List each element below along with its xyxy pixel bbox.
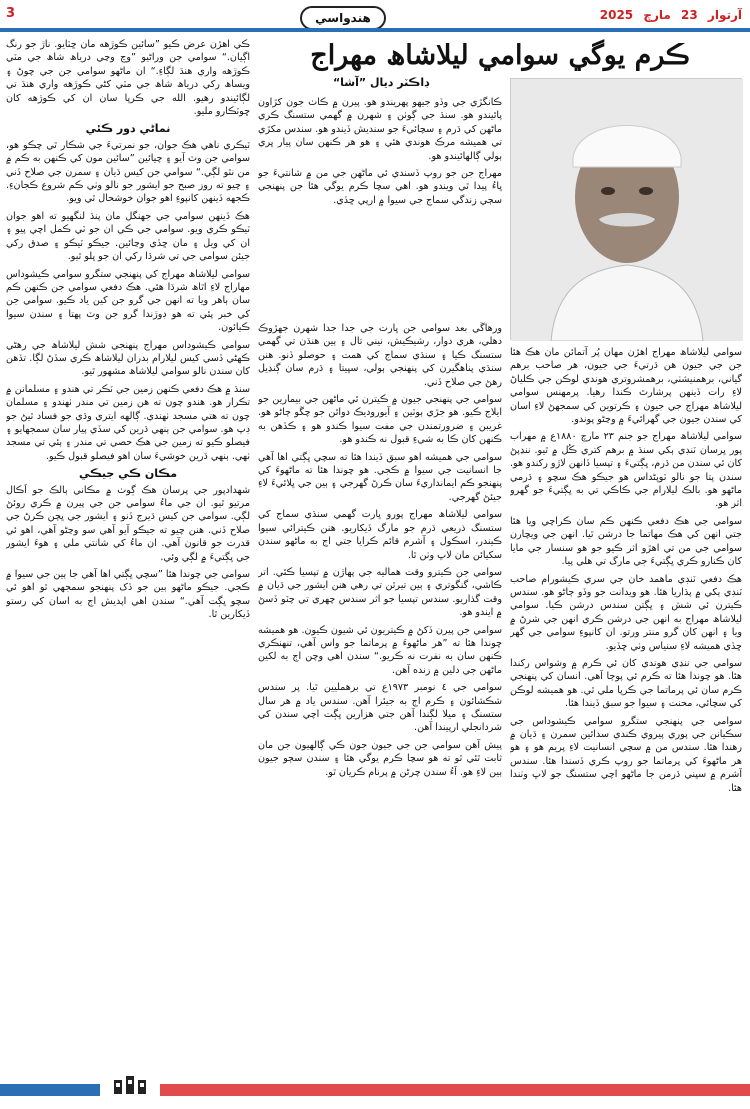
paragraph: ڪي اهڙن عرض ڪيو ”سائين ڪوڙهه مان ڇٽايو. ناڙ جو رنگ اڳيان.“ سوامي جن وراڻيو ”وڃ وڃي درياھ شاھ جي مٽي ڪوڙهه واري هنڌ لڳاءِ.“ ان ماڻهو سوامي جن جي چوڻ ۽ ويساھ رکي درياھ شاھ جي مٽي کڻي ڪوڙهه واري هنڌ تي لڳائيندو رهيو. الله جي ڪرپا سان ان کي ڪوڙهه کان ڇوٽڪارو مليو. <box>6 39 250 118</box>
paragraph: سنڌ ۾ هڪ دفعي ڪنهن زمين جي ٽڪر تي هندو ۽ مسلمانن ۾ تڪرار هو. هندو چون ته هن زمين تي مندر ٺهندو ۽ مسلمان چون ته هتي مسجد ٺهندي. ڳالهه ايتري وڌي جو فساد ٿيڻ جو ڊپ هو. سوامي جن ٻنهي ڌرين کي سڏي پيار سان سمجهايو ۽ فيصلو ڪيو ته زمين جي هڪ حصي تي مندر ۽ ٻئي تي مسجد ٺهي. ٻنهي ڌرين خوشيءَ سان اهو فيصلو قبول ڪيو. <box>6 383 250 462</box>
paragraph: پيش آهن سوامي جن جي جيون جون ڪي ڳالهيون جن مان ثابت ٿئي ٿو ته هو سچا ڪرم يوگي هئا ۽ سندن سڄو جيون ٻين لاءِ هو. آءُ سندن چرڻن ۾ پرنام ڪريان ٿو. <box>258 739 502 778</box>
footer-bar-blue <box>0 1084 100 1096</box>
paragraph: سوامي ڪيشوداس مهراج پنهنجي شش ليلاشاھ جي رهڻي ڪهڻي ڏسي کيس ليلارام بدران ليلاشاھ ڪري سڏڻ لڳا. تڏهن کان سندن نالو سوامي ليلاشاھ مشهور ٿيو. <box>6 339 250 378</box>
dateline-year: 2025 <box>599 8 634 22</box>
paragraph: شهدادپور جي پرسان هڪ ڳوٺ ۾ مڪاني ٻالڪ جو اَڪال مرتيو ٿيو. ان جي ماءُ سوامي جن جي پيرن ۾ ڪري روئڻ لڳي. سوامي جن کيس ڌيرج ڏنو ۽ ايشور جي ڀڄن ڪرڻ جي صلاح ڏني. هنن چيو ته جيڪو آيو آهي سو وڃڻو آهي، اهو ئي قدرت جو قانون آهي. ان ماءُ کي شانتي ملي ۽ هوءَ ايشور جي ڀڳتيءَ ۾ لڳي وئي. <box>6 484 250 563</box>
paragraph: مهراج جن جو روپ ڏسندي ئي ماڻهن جي من ۾ شانتيءَ جو ڀاءُ پيدا ٿي ويندو هو. اهي سچا ڪرم يوگي هئا جن پنهنجي سڄي زندگي سماج جي سيوا ۾ ارپي ڇڏي. <box>258 168 502 206</box>
paragraph: ڪانگڙي جي وڏو جيهو پهريندو هو. پيرن ۾ ڪاٺ جون کڙاون پائيندو هو. سنڌ جي ڳوٺن ۽ شهرن ۾ گهمي ستسنگ ڪري ماڻهن کي ڌرم ۽ سچائيءَ جو سنديش ڏيندو هو. سندس مکڙي تي هميشه مرڪ هوندي هئي ۽ هو هر ڪنهن سان پيار ڀري ٻولي ڳالهائيندو هو. <box>258 97 502 162</box>
paragraph: سوامي ليلاشاھ مهراج جو جنم ٢٣ مارچ ١٨٨٠ع ۾ مهراب پور ڀرسان ٽنڊي ٻکي سنڌ ۾ برهم کتري ڪُل ۾ ٿيو. ننڍپڻ کان ئي سندن من ڌرم، ڀڳتيءَ ۽ تپسيا ڏانهن لاڙو رکندو هو. سندن پتا جو نالو ٽوپڻداس هو جيڪو هڪ سچو ۽ ڌرمي ماڻهو هو. بالڪ ليلارام جي ڪاڪي تي به ڀڳتيءَ جو گهرو اثر هو. <box>510 431 742 510</box>
footer-bar-red <box>160 1084 750 1096</box>
page-header <box>0 0 750 38</box>
paragraph: سوامي جن ڪيترو وقت هماليه جي پهاڙن ۾ تپسيا ڪئي. اتر ڪاشي، گنگوتري ۽ ٻين تيرٿن تي رهي هنن ايشور جي ڌيان ۾ وقت گذاريو. سندس تپسيا جو اثر سندس چهري تي چٽو ڏسڻ ۾ ايندو هو. <box>258 566 502 619</box>
paragraph: ورهاڱي بعد سوامي جن ڀارت جي جدا جدا شهرن جهڙوڪ دهلي، هري دوار، رشيڪيش، نيني تال ۽ ٻين هنڌن تي گهمي ستسنگ ڪيا ۽ سنڌي سماج کي همت ۽ حوصلو ڏنو. هنن سنڌي پناهگيرن کي پنهنجي ٻولي، سڀيتا ۽ ڌرم سان ڳنڍيل رهڻ جي صلاح ڏني. <box>258 323 502 388</box>
paragraph: سوامي ليلاشاھ مهراج پورو ڀارت گهمي سنڌي سماج کي ستسنگ ذريعي ڌرم جو مارگ ڏيکاريو. هنن ڪيترائي سيوا ڪيندر، اسڪول ۽ آشرم قائم ڪرايا جتي اڄ به ماڻهو سندن سکيائن مان لاڀ وٺن ٿا. <box>258 509 502 561</box>
subheading-humility: نماڻي دور ڪئي <box>85 122 171 136</box>
portrait-photo-icon <box>511 79 743 341</box>
header-rule <box>0 28 750 32</box>
paragraph: سوامي جي ٤ نومبر ١٩٧٣ع تي برهمليين ٿيا. پر سندس شڪشائون ۽ ڪرم اڄ به جيئرا آهن. سندس ياد ۾ هر سال ستسنگ ۽ ميلا لڳندا آهن جتي هزارين ڀڳت اچي سندن کي شردانجلي ارپيندا آهن. <box>258 682 502 734</box>
article-byline: ڊاڪٽر ديال ”آشا“ <box>332 76 430 89</box>
right-column <box>510 346 742 1066</box>
portrait-photo <box>510 78 742 340</box>
paragraph: سوامي ليلاشاھ مهراج اهڙن مهان پُر آتمائن مان هڪ هئا جن جي جيون هن ڌرتيءَ جي جيون، هر صاحب برهم گياني، برهمنيشٺي، برهمشروتري هوندي لوڪن جي ڪلياڻ لاءِ رات ڏينهن پرشارٿ ڪندا رهيا. پرمهنس سوامي ليلاشاھ مهراج جي جيون ۽ ڪرتوين کي سمجهڻ لاءِ اسان کي سندن جيون جي گهرائيءَ ۾ وڃڻو پوندو. <box>510 347 742 426</box>
paragraph: سوامي جي هڪ دفعي ڪنهن ڪم سان ڪراچي ويا هئا جتي انهن کي هڪ مهاتما جا درشن ٿيا. انهن جي ويچارن سوامي جي من تي اهڙو اثر ڪيو جو هو سنسار جي مايا کان ڪنارو ڪري ڀڳتيءَ جي مارگ تي هلي پيا. <box>510 515 742 568</box>
dateline-date: 23 <box>681 8 698 22</box>
middle-top-column <box>258 96 502 318</box>
paragraph: هڪ ڏينهن سوامي جي جهنگل مان پنڌ لنگهيو ته اهو جوان ٽيڪو ڪري ويو. سوامي جي ڪي ان جو ٽي ڪمل اچي پيو ۽ ان کي ويل ۽ مان ڇڏي وڃائين. جيڪو ٽيڪو ۽ صدق رکي جيئن سوامي جي تي شرڌا رکي ان جو ڀلو ٿيو. <box>6 210 250 263</box>
subheading-place: مڪان ڪي جيڪي <box>78 467 178 481</box>
middle-column <box>258 322 502 1068</box>
hindvasi-logo-icon <box>112 1074 148 1096</box>
paragraph: سوامي جي چوندا هئا ”سچي ڀڳتي اها آهي جا ٻين جي سيوا ۾ ڪجي. جيڪو ماڻهو ٻين جو ڏک پنهنجو سمجهي ٿو اهو ئي سچو ڀڳت آهي.“ سندن اهي اپديش اڄ به اسان کي رستو ڏيکارين ٿا. <box>6 569 250 621</box>
masthead-logo: هندواسي <box>300 6 386 30</box>
article-title: ڪرم يوگي سوامي ليلاشاھ مهراج <box>310 40 690 71</box>
dateline <box>594 8 742 22</box>
page-number: 3 <box>6 6 16 21</box>
page-footer <box>0 1072 750 1109</box>
paragraph: سوامي جي هميشه اهو سبق ڏيندا هئا ته سچي ڀڳتي اها آهي جا انسانيت جي سيوا ۾ ڪجي. هو چوندا هئا ته ماڻهوءَ کي پنهنجو ڪم ايمانداريءَ سان ڪرڻ گهرجي ۽ ٻين جي ڀلائيءَ لاءِ جيئڻ گهرجي. <box>258 451 502 503</box>
paragraph: ٽيڪري ناهي هڪ جوان، جو نمرتيءَ جي شڪار ٿي چڪو هو، سوامي جن وٽ آيو ۽ چيائين ”سائين مون کي ڪنهن به ڪم ۾ من نٿو لڳي.“ سوامي جن کيس ڌيان ۽ سمرن جي صلاح ڏني ۽ چيو ته روز صبح جو ايشور جو نالو وٺي ڪم شروع ڪجانءِ. ڪجهه ڏينهن کانپوءِ اهو جوان خوشحال ٿي ويو. <box>6 139 250 205</box>
dateline-month: مارچ <box>643 8 671 22</box>
paragraph: سوامي جي پنهنجي ستگرو سوامي ڪيشوداس جي سڪيانن جي پوري پيروي ڪندي سدائين سمرن ۽ ڌيان ۾ رهندا هئا. سندس من ۾ سڄي انسانيت لاءِ پريم هو ۽ هو هر ماڻهوءَ کي پرماتما جو روپ ڪري ڏسندا هئا. سندس آشرم ۾ سڀني ڌرمن جا ماڻهو اچي ستسنگ جو لاڀ وٺندا هئا. <box>510 715 742 794</box>
paragraph: سوامي جي ننڍي هوندي کان ئي ڪرم ۾ وشواس رکندا هئا. هو چوندا هئا ته ڪرم ئي پوڄا آهي. انسان کي پنهنجي ڪرم سان ئي پرماتما جي ڪرپا ملي ٿي. هو هميشه لوڪن کي سچائي، محنت ۽ سيوا جو سبق ڏيندا هئا. <box>510 657 742 710</box>
paragraph: سوامي جن پيرن ڏکڻ ۾ ڪيتريون ئي شيون ڪيون. هو هميشه چوندا هئا ته ”هر ماڻهوءَ ۾ پرماتما جو واس آهي، تنهنڪري ڪنهن سان به نفرت نه ڪريو.“ سندن اهي وچن اڄ به لکين ماڻهن جي دلين ۾ زنده آهن. <box>258 624 502 676</box>
paragraph: سوامي جي پنهنجي جيون ۾ ڪيترن ئي ماڻهن جي بيمارين جو ايلاج ڪيو. هو جڙي ٻوٽين ۽ آيوروديڪ دوائن جو چڱو ڄاڻو هو. غريبن ۽ ضرورتمندن جي مفت سيوا ڪندو هو ۽ ڪڏهن به ڪنهن کان ڪا به شيءِ قبول نه ڪندو هو. <box>258 394 502 446</box>
paragraph: هڪ دفعي ٽنڊي ماهمد خان جي سري ڪيشورام صاحب ٽنڊي ٻکي ۾ پڌاريا هئا. هو ويدانت جو وڏو ڄاڻو هو. سندس ڪيترن ئي شش ۽ ڀڳتن سندس درشن ڪيا. سوامي ليلاشاھ مهراج به انهن جي درشن ڪري انهن جي شرڻ ۾ ويا ۽ انهن کان گرو منتر ورتو. ان کانپوءِ سوامي جي گهر ڇڏي هميشه لاءِ سنياس وٺي ڇڏيو. <box>510 573 742 652</box>
left-column <box>6 38 250 1068</box>
paragraph: سوامي ليلاشاھ مهراج کي پنهنجي ستگرو سوامي ڪيشوداس مهاراج لاءِ اٿاھ شرڌا هئي. هڪ دفعي سوامي جن ڪنهن ڪم سان ٻاهر ويا ته انهن جي گرو جن کين ياد ڪيو. سوامي جن کي خبر پئي ته هو ڊوڙندا گرو جن وٽ پهتا ۽ سندن سيوا ڪيائون. <box>6 268 250 334</box>
dateline-day: آرتوار <box>707 8 742 22</box>
article-area <box>0 36 750 1072</box>
